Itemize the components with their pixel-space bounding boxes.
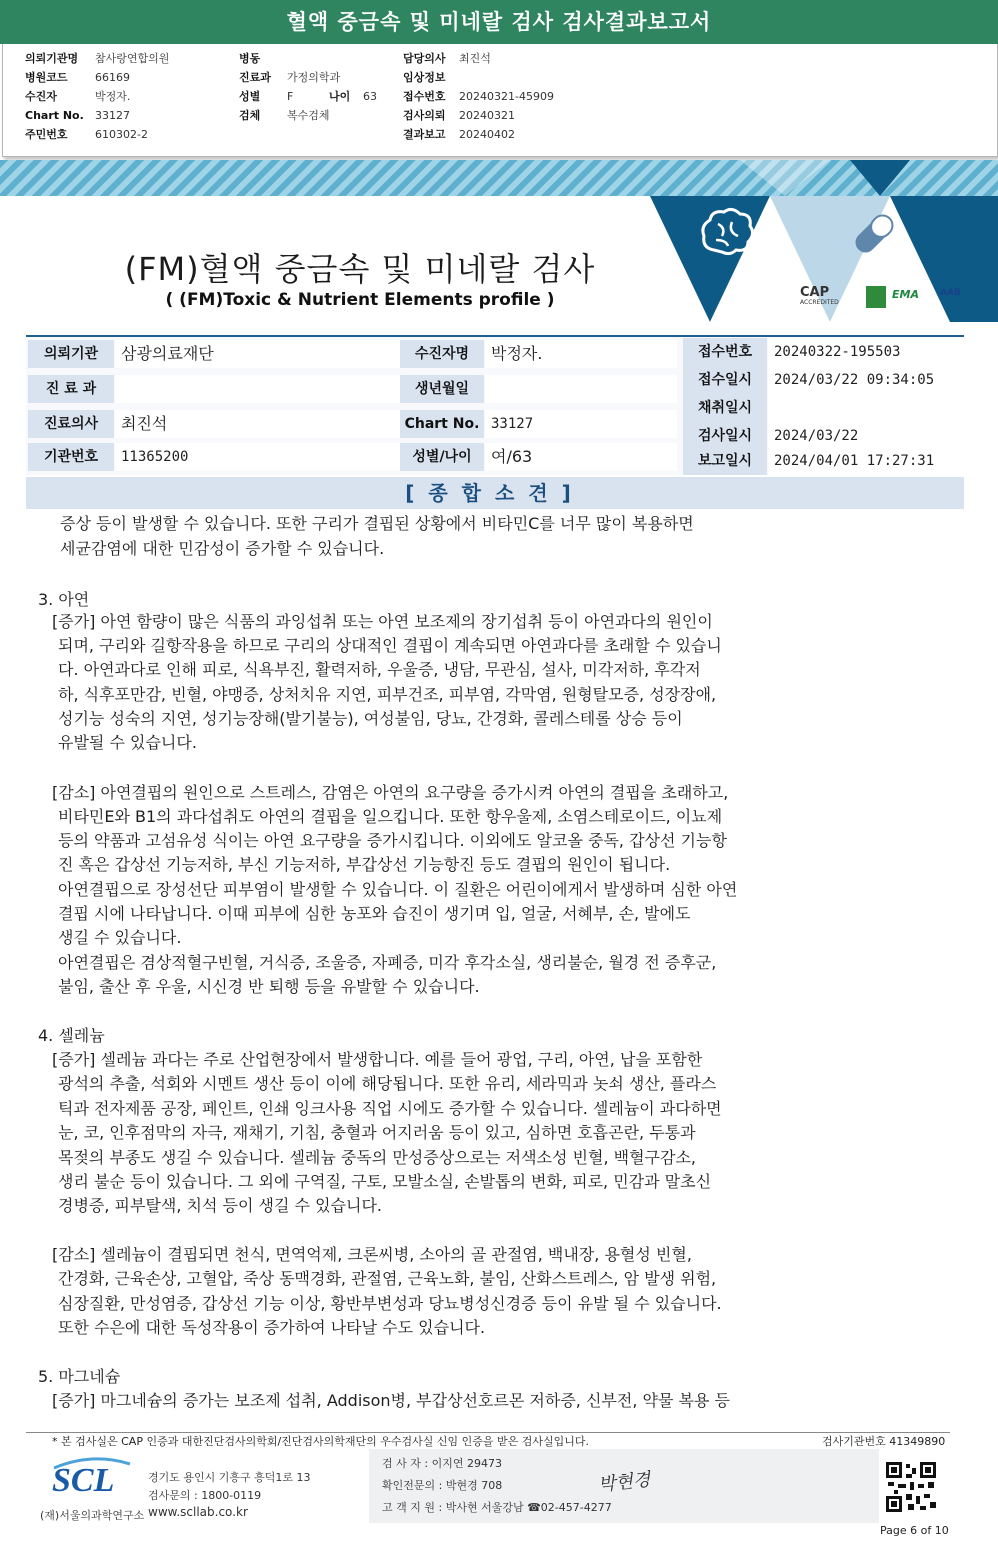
receipt-no-label: 접수번호: [683, 338, 767, 366]
header-row: [239, 52, 287, 66]
org-phone: 검사문의 : 1800-0119: [148, 1489, 262, 1502]
header-row: [25, 71, 130, 85]
lab-number: 검사기관번호 41349890: [822, 1435, 946, 1448]
header-label: 검사의뢰: [403, 109, 446, 122]
certification-note: * 본 검사실은 CAP 인증과 대한진단검사의학회/진단검사의학재단의 우수검사실 신임 인증을 받은 검사실입니다.: [52, 1435, 590, 1448]
text-line: [감소] 아연결핍의 원인으로 스트레스, 감염은 아연의 요구량을 증가시켜 아연의 결핍을 초래하고,: [52, 783, 729, 802]
text-line: 또한 수은에 대한 독성작용이 증가하여 나타날 수도 있습니다.: [58, 1318, 486, 1337]
section-heading: 3. 아연: [38, 590, 90, 609]
text-line: 세균감염에 대한 민감성이 증가할 수 있습니다.: [60, 539, 385, 558]
text-line: 심장질환, 만성염증, 갑상선 기능 이상, 황반부변성과 당뇨병성신경증 등이 유발 될 수 있습니다.: [58, 1294, 722, 1313]
receipt-dt-label: 접수일시: [683, 366, 767, 394]
header-label: 병동: [239, 52, 261, 65]
report-banner-title: 혈액 중금속 및 미네랄 검사 검사결과보고서: [0, 0, 998, 44]
section-heading: 4. 셀레늄: [38, 1026, 105, 1045]
summary-section-title: [종합소견]: [26, 477, 964, 509]
header-value: 33127: [95, 109, 130, 122]
org-address: 경기도 용인시 기흥구 흥덕1로 13: [148, 1471, 311, 1484]
section-heading: 5. 마그네슘: [38, 1367, 121, 1386]
qr-code-icon: [884, 1460, 938, 1514]
text-line: 유발될 수 있습니다.: [58, 733, 197, 752]
text-line: 진 혹은 갑상선 기능저하, 부신 기능저하, 부갑상선 기능항진 등도 결핍의 원인이 됩니다.: [58, 855, 671, 874]
header-value: 20240321-45909: [459, 90, 554, 103]
header-label: 결과보고: [403, 128, 446, 141]
dept-label: 진 료 과: [28, 375, 114, 403]
text-line: 아연결핍으로 장성선단 피부염이 발생할 수 있습니다. 이 질환은 어린이에게서 발생하며 심한 아연: [58, 880, 738, 899]
page-number: Page 6 of 10: [880, 1524, 949, 1537]
header-info-box: [2, 44, 998, 157]
text-line: 불임, 출산 후 우울, 시신경 반 퇴행 등을 유발할 수 있습니다.: [58, 977, 480, 996]
org-name: (재)서울의과학연구소: [40, 1509, 145, 1522]
header-value: F: [287, 90, 294, 103]
scl-logo-swoosh: [52, 1456, 132, 1470]
inst-no-value: 11365200: [115, 443, 401, 471]
header-value: 63: [363, 90, 377, 103]
text-line: 하, 식후포만감, 빈혈, 야맹증, 상처치유 지연, 피부건조, 피부염, 각막염, 원형탈모증, 성장장애,: [58, 685, 717, 704]
customer-support-info: 고 객 지 원 : 박사현 서울강남 ☎02-457-4277: [382, 1501, 612, 1514]
ema-logo: EMA: [892, 288, 919, 301]
report-dt-value: 2024/04/01 17:27:31: [768, 447, 964, 475]
tester-info: 검 사 자 : 이지연 29473: [382, 1457, 502, 1470]
cap-logo: CAP: [800, 285, 830, 300]
dob-value: [485, 375, 677, 403]
sexage-value: 여/63: [485, 443, 677, 471]
header-label: 임상정보: [403, 71, 446, 84]
header-row: [403, 90, 554, 104]
header-row: [239, 109, 330, 123]
header-row: [239, 90, 377, 104]
receipt-dt-value: 2024/03/22 09:34:05: [768, 366, 964, 394]
text-line: 결핍 시에 나타납니다. 이때 피부에 심한 농포와 습진이 생기며 입, 얼굴, 서혜부, 손, 발에도: [58, 904, 691, 923]
text-line: 눈, 코, 인후점막의 자극, 재채기, 기침, 충혈과 어지러움 등이 있고, 심하면 호흡곤란, 두통과: [58, 1123, 696, 1142]
header-label: 담당의사: [403, 52, 446, 65]
text-line: 틱과 전자제품 공장, 페인트, 인쇄 잉크사용 직업 시에도 증가할 수 있습니다. 셀레늄이 과다하면: [58, 1099, 722, 1118]
chart-label: Chart No.: [400, 410, 484, 438]
doctor-label: 진료의사: [28, 410, 114, 438]
header-label: 수진자: [25, 90, 57, 103]
text-line: 비타민E와 B1의 과다섭취도 아연의 결핍을 일으킵니다. 또한 항우울제, 소염스테로이드, 이뇨제: [58, 807, 723, 826]
header-label: 진료과: [239, 71, 271, 84]
header-row: [403, 109, 515, 123]
receipt-no-value: 20240322-195503: [768, 338, 964, 366]
header-label: 나이: [329, 90, 351, 103]
dob-label: 생년월일: [400, 375, 484, 403]
lm-logo-icon: [866, 286, 886, 308]
text-line: 생리 불순 등이 있습니다. 그 외에 구역질, 구토, 모발소실, 손발톱의 변화, 피로, 민감과 말초신: [58, 1172, 712, 1191]
collect-label: 채취일시: [683, 394, 767, 422]
header-row: [403, 71, 459, 85]
test-dt-value: 2024/03/22: [768, 422, 964, 450]
text-line: 목젖의 부종도 생길 수 있습니다. 셀레늄 중독의 만성증상으로는 저색소성 빈혈, 백혈구감소,: [58, 1148, 696, 1167]
test-dt-label: 검사일시: [683, 422, 767, 450]
report-subtitle: ( (FM)Toxic & Nutrient Elements profile ): [165, 290, 555, 310]
inst-value: 삼광의료재단: [115, 340, 401, 368]
report-dt-label: 보고일시: [683, 447, 767, 475]
org-website[interactable]: www.scllab.co.kr: [148, 1505, 248, 1519]
header-row: [239, 71, 340, 85]
header-value: 66169: [95, 71, 130, 84]
text-line: 성기능 성숙의 지연, 성기능장해(발기불능), 여성불임, 당뇨, 간경화, 콜레스테롤 상승 등이: [58, 709, 683, 728]
header-value: 참사랑연합의원: [95, 52, 170, 65]
text-line: [감소] 셀레늄이 결핍되면 천식, 면역억제, 크론씨병, 소아의 골 관절염, 백내장, 용혈성 빈혈,: [52, 1245, 692, 1264]
dept-value: [115, 375, 401, 403]
header-row: [25, 90, 130, 104]
sexage-label: 성별/나이: [400, 443, 484, 471]
header-row: [25, 128, 148, 142]
scl-logo: SCL: [52, 1462, 115, 1499]
text-line: 되며, 구리와 길항작용을 하므로 구리의 상대적인 결핍이 계속되면 아연과다를 초래할 수 있습니: [58, 636, 722, 655]
text-line: 간경화, 근육손상, 고혈압, 죽상 동맥경화, 관절염, 근육노화, 불임, 산화스트레스, 암 발생 위험,: [58, 1269, 717, 1288]
text-line: 아연결핍은 겸상적혈구빈혈, 거식증, 조울증, 자폐증, 미각 후각소실, 생리불순, 월경 전 증후군,: [58, 953, 717, 972]
capsule-icon: [848, 208, 900, 260]
header-value: 가정의학과: [287, 71, 341, 84]
aab-logo: AAB: [940, 288, 961, 298]
chart-value: 33127: [485, 410, 677, 438]
patient-value: 박정자.: [485, 340, 677, 368]
header-value: 610302-2: [95, 128, 148, 141]
text-line: 경병증, 피부탈색, 치석 등이 생길 수 있습니다.: [58, 1196, 382, 1215]
header-row: [403, 52, 491, 66]
header-value: 박정자.: [95, 90, 131, 103]
header-value: 복수검체: [287, 109, 330, 122]
header-row: [25, 52, 169, 66]
text-line: 생길 수 있습니다.: [58, 928, 182, 947]
inst-label: 의뢰기관: [28, 340, 114, 368]
header-value: 20240321: [459, 109, 515, 122]
specialist-signature: 박현경: [597, 1469, 652, 1496]
patient-label: 수진자명: [400, 340, 484, 368]
header-label: 주민번호: [25, 128, 68, 141]
text-line: 다. 아연과다로 인해 피로, 식욕부진, 활력저하, 우울증, 냉담, 무관심, 설사, 미각저하, 후각저: [58, 660, 701, 679]
text-line: [증가] 아연 함량이 많은 식품의 과잉섭취 또는 아연 보조제의 장기섭취 등이 아연과다의 원인이: [52, 612, 713, 631]
header-label: 병원코드: [25, 71, 68, 84]
text-line: 증상 등이 발생할 수 있습니다. 또한 구리가 결핍된 상황에서 비타민C를 너무 많이 복용하면: [60, 514, 694, 533]
specialist-info: 확인전문의 : 박현경 708: [382, 1479, 503, 1492]
header-value: 최진석: [459, 52, 491, 65]
inst-no-label: 기관번호: [28, 443, 114, 471]
header-value: 20240402: [459, 128, 515, 141]
header-row: [25, 109, 130, 123]
header-label: 의뢰기관명: [25, 52, 79, 65]
text-line: 광석의 추출, 석회와 시멘트 생산 등이 이에 해당됩니다. 또한 유리, 세라믹과 놋쇠 생산, 플라스: [58, 1074, 717, 1093]
header-label: Chart No.: [25, 109, 84, 122]
text-line: [증가] 마그네슘의 증가는 보조제 섭취, Addison병, 부갑상선호르몬 저하증, 신부전, 약물 복용 등: [52, 1391, 730, 1410]
cap-logo-subtext: ACCREDITED: [800, 299, 839, 306]
header-label: 성별: [239, 90, 261, 103]
header-label: 접수번호: [403, 90, 446, 103]
text-line: 등의 약품과 고섬유성 식이는 아연 요구량을 증가시킵니다. 이외에도 알코올 중독, 갑상선 기능항: [58, 831, 727, 850]
doctor-value: 최진석: [115, 410, 401, 438]
header-label: 검체: [239, 109, 261, 122]
report-title: (FM)혈액 중금속 및 미네랄 검사: [124, 250, 596, 288]
collect-value: [768, 394, 964, 422]
text-line: [증가] 셀레늄 과다는 주로 산업현장에서 발생합니다. 예를 들어 광업, 구리, 아연, 납을 포함한: [52, 1050, 703, 1069]
header-row: [403, 128, 515, 142]
